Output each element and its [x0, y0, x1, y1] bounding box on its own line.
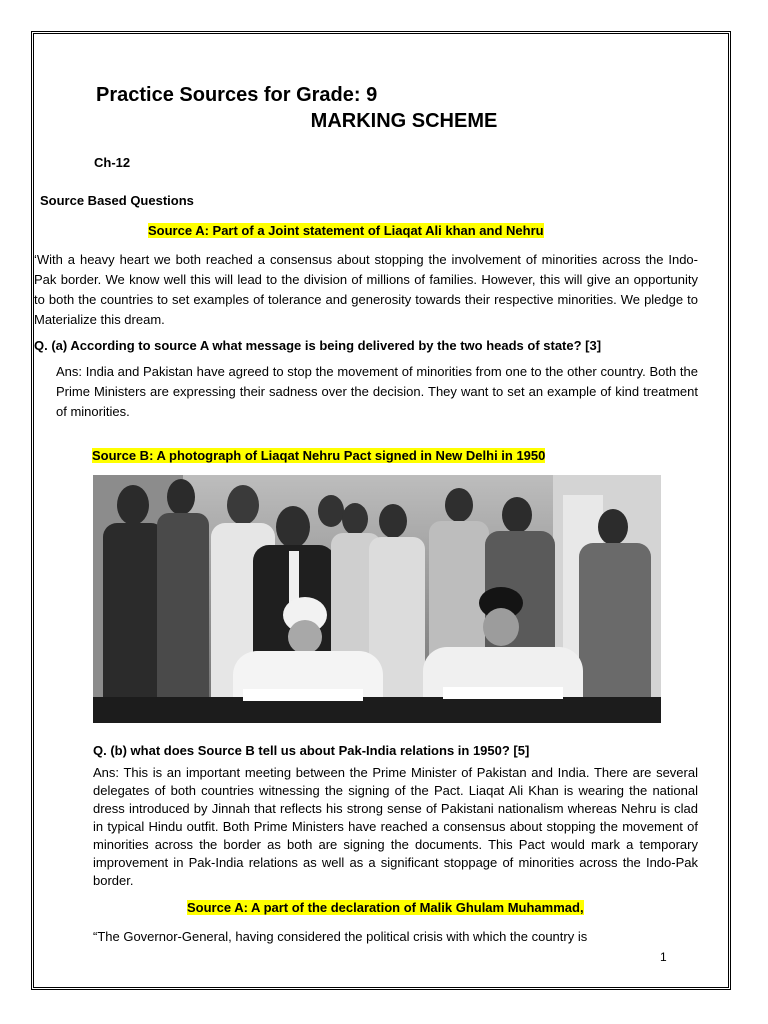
section-heading: Source Based Questions: [40, 193, 194, 208]
source-a2-heading: [187, 899, 584, 917]
photo-illustration: [93, 475, 661, 723]
pact-signing-photo: [93, 475, 661, 723]
source-b-heading: [92, 447, 545, 465]
page-number: 1: [660, 950, 667, 964]
source-a-heading: [148, 222, 544, 240]
chapter-label: Ch-12: [94, 155, 131, 170]
answer-b: Ans: This is an important meeting between the Prime Minister of Pakistan and India. There are several delegates of both countries witnessing the signing of the Pact. Liaqat Ali Khan is wearing the national dress introduced by Jinnah that reflects his strong sense of Pakistani nationalism whereas Nehru is clad in typical Hindu outfit. Both Prime Ministers have reached a consensus about stopping the movement of minorities across the border as both are signing the documents. This Pact would mark a temporary improvement in Pak-India relations as well as a significant stoppage of minorities across the Indo-Pak border.: [93, 765, 698, 888]
source-a-quote: ‘With a heavy heart we both reached a consensus about stopping the involvement of minorities across the Indo-Pak border. We know well this will lead to the division of millions of families. However, this will give an opportunity to both the countries to set examples of tolerance and generosity towards their respective minorities. We pledge to Materialize this dream.: [34, 252, 698, 327]
question-b: Q. (b) what does Source B tell us about Pak-India relations in 1950? [5]: [93, 743, 530, 758]
answer-a: Ans: India and Pakistan have agreed to stop the movement of minorities from one to the other country. Both the Prime Ministers are expressing their sadness over the decision. They want to set an example of kind treatment of minorities.: [56, 364, 698, 419]
document-subtitle: MARKING SCHEME: [310, 110, 498, 132]
question-a: Q. (a) According to source A what message is being delivered by the two heads of state? [3]: [34, 338, 602, 353]
source-a2-heading-text: Source A: A part of the declaration of Malik Ghulam Muhammad,: [187, 900, 584, 915]
source-b-heading-text: Source B: A photograph of Liaqat Nehru Pact signed in New Delhi in 1950: [92, 448, 546, 463]
source-a2-quote: “The Governor-General, having considered the political crisis with which the country is: [93, 929, 588, 944]
source-a-heading-text: Source A: Part of a Joint statement of Liaqat Ali khan and Nehru: [148, 223, 544, 238]
document-title: Practice Sources for Grade: 9: [96, 84, 378, 106]
